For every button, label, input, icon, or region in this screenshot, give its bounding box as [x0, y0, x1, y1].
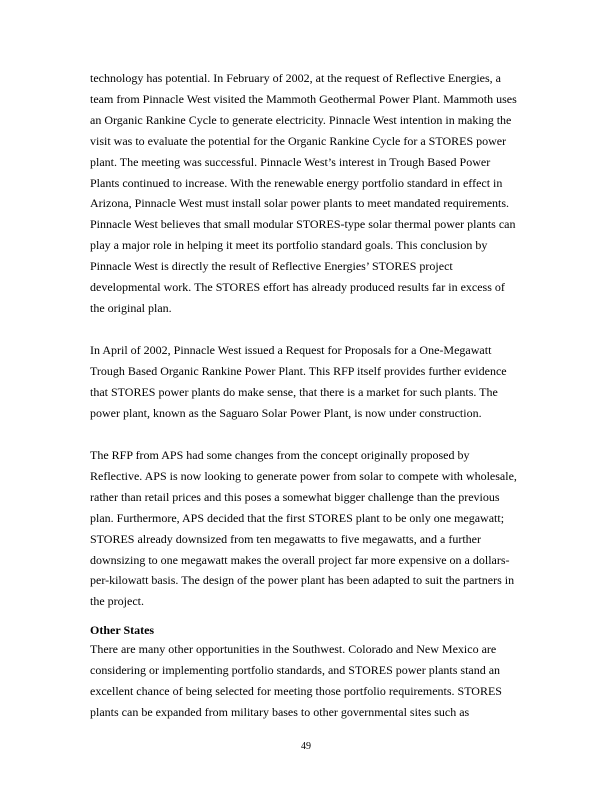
paragraph-1-line: an Organic Rankine Cycle to generate electricity. Pinnacle West intention in making the — [90, 112, 512, 127]
paragraph-3-line: STORES already downsized from ten megawatts to five megawatts, and a further — [90, 531, 482, 546]
section-line: excellent chance of being selected for meeting those portfolio requirements. STORES — [90, 683, 502, 698]
paragraph-1-line: Pinnacle West is directly the result of Reflective Energies’ STORES project — [90, 259, 453, 274]
paragraph-1-line: Plants continued to increase. With the renewable energy portfolio standard in effect in — [90, 175, 503, 190]
paragraph-3-line: plan. Furthermore, APS decided that the first STORES plant to be only one megawatt; — [90, 510, 505, 525]
paragraph-3-line: per-kilowatt basis. The design of the power plant has been adapted to suit the partners in — [90, 573, 515, 588]
paragraph-2-line: Trough Based Organic Rankine Power Plant. This RFP itself provides further evidence — [90, 363, 507, 378]
section-line: There are many other opportunities in the Southwest. Colorado and New Mexico are — [90, 642, 497, 656]
paragraph-2-line: that STORES power plants do make sense, that there is a market for such plants. The — [90, 384, 498, 399]
paragraph-1-line: team from Pinnacle West visited the Mammoth Geothermal Power Plant. Mammoth uses — [90, 91, 517, 106]
section-line: considering or implementing portfolio standards, and STORES power plants stand an — [90, 662, 501, 677]
paragraph-2-line: In April of 2002, Pinnacle West issued a Request for Proposals for a One-Megawatt — [90, 343, 492, 357]
paragraph-3-line: The RFP from APS had some changes from the concept originally proposed by — [90, 448, 470, 462]
paragraph-2 — [90, 340, 526, 424]
paragraph-3-line: the project. — [90, 594, 144, 609]
paragraph-1-line: the original plan. — [90, 300, 172, 315]
section-line: plants can be expanded from military bases to other governmental sites such as — [90, 704, 470, 719]
paragraph-3-line: downsizing to one megawatt makes the overall project far more expensive on a dollars- — [90, 552, 510, 567]
paragraph-1-line: developmental work. The STORES effort has already produced results far in excess of — [90, 280, 505, 295]
paragraph-1-line: Pinnacle West believes that small modular STORES-type solar thermal power plants can — [90, 217, 516, 232]
paragraph-3 — [90, 445, 526, 612]
section-other-states — [90, 621, 526, 723]
page-number: 49 — [301, 741, 311, 752]
section-heading: Other States — [90, 623, 155, 637]
paragraph-3-line: rather than retail prices and this poses a somewhat bigger challenge than the previous — [90, 489, 500, 504]
paragraph-1-line: plant. The meeting was successful. Pinnacle West’s interest in Trough Based Power — [90, 154, 491, 169]
paragraph-2-line: power plant, known as the Saguaro Solar Power Plant, is now under construction. — [90, 405, 482, 420]
paragraph-3-line: Reflective. APS is now looking to generate power from solar to compete with wholesale, — [90, 468, 517, 483]
paragraph-1 — [90, 68, 526, 319]
paragraph-1-line: visit was to evaluate the potential for the Organic Rankine Cycle for a STORES power — [90, 133, 507, 148]
paragraph-1-line: technology has potential. In February of 2002, at the request of Reflective Energies, a — [90, 71, 501, 85]
paragraph-1-line: play a major role in helping it meet its portfolio standard goals. This conclusion by — [90, 238, 488, 253]
paragraph-1-line: Arizona, Pinnacle West must install solar power plants to meet mandated requirements. — [90, 196, 510, 211]
